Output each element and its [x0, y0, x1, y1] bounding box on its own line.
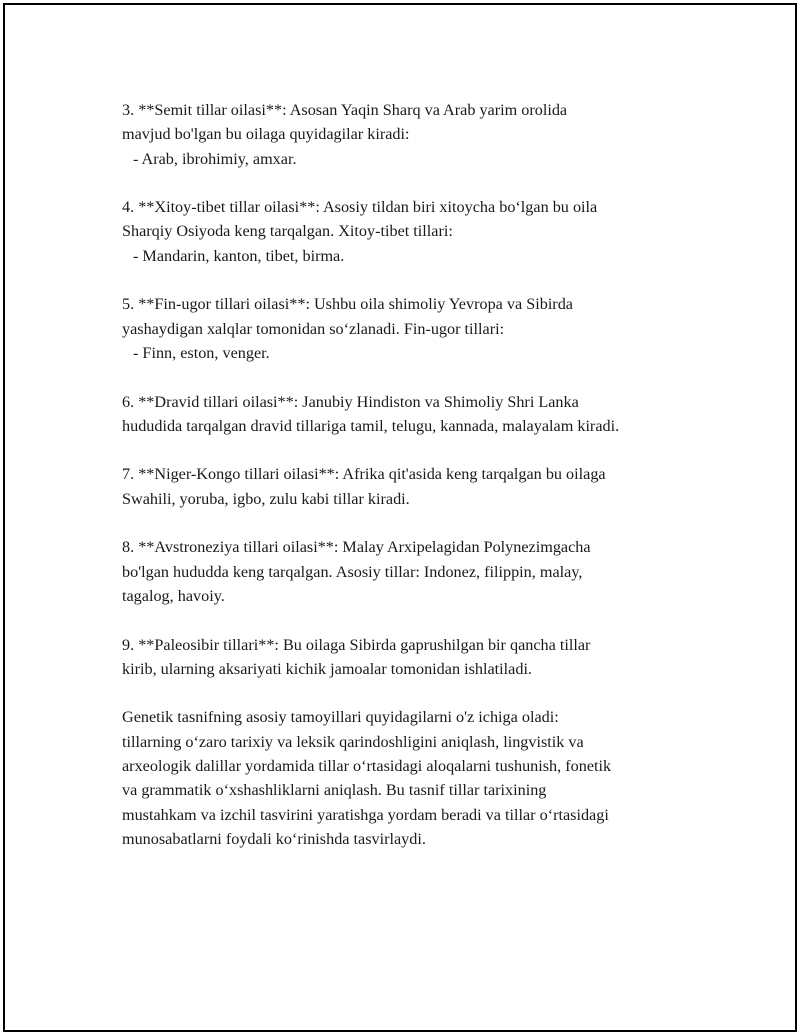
text-line: munosabatlarni foydali ko‘rinishda tasvirlaydi. — [122, 829, 426, 848]
text-line: 9. **Paleosibir tillari**: Bu oilaga Sibirda gaprushilgan bir qancha tillar — [122, 635, 591, 654]
text-line: 8. **Avstroneziya tillari oilasi**: Malay Arxipelagidan Polynezimgacha — [122, 538, 591, 557]
text-line: hududida tarqalgan dravid tillariga tamil, telugu, kannada, malayalam kiradi. — [122, 416, 620, 435]
paragraph-finno-ugric-family — [122, 292, 722, 365]
text-line: Sharqiy Osiyoda keng tarqalgan. Xitoy-tibet tillari: — [122, 222, 453, 241]
paragraph-dravidian-family — [122, 390, 722, 439]
text-line: kirib, ularning aksariyati kichik jamoalar tomonidan ishlatiladi. — [122, 659, 532, 678]
text-line: 7. **Niger-Kongo tillari oilasi**: Afrika qit'asida keng tarqalgan bu oilaga — [122, 465, 606, 484]
text-line: 4. **Xitoy-tibet tillar oilasi**: Asosiy tildan biri xitoycha bo‘lgan bu oila — [122, 198, 598, 217]
paragraph-sino-tibetan-family — [122, 195, 722, 268]
text-line: 3. **Semit tillar oilasi**: Asosan Yaqin Sharq va Arab yarim orolida — [122, 101, 568, 119]
text-line: arxeologik dalillar yordamida tillar o‘rtasidagi aloqalarni tushunish, fonetik — [122, 757, 612, 776]
text-line: mavjud bo'lgan bu oilaga quyidagilar kiradi: — [122, 125, 410, 144]
text-line: Swahili, yoruba, igbo, zulu kabi tillar kiradi. — [122, 489, 410, 508]
text-line: 6. **Dravid tillari oilasi**: Janubiy Hindiston va Shimoliy Shri Lanka — [122, 392, 579, 411]
list-item: - Arab, ibrohimiy, amxar. — [133, 149, 297, 168]
text-line: tillarning o‘zaro tarixiy va leksik qarindoshligini aniqlash, lingvistik va — [122, 732, 584, 751]
paragraph-niger-congo-family — [122, 462, 722, 511]
paragraph-genetic-classification-principles — [122, 705, 722, 851]
page-frame — [3, 3, 797, 1032]
text-line: va grammatik o‘xshashliklarni aniqlash. Bu tasnif tillar tarixining — [122, 781, 547, 800]
list-item: - Mandarin, kanton, tibet, birma. — [133, 246, 345, 265]
text-line: tagalog, havoiy. — [122, 586, 225, 605]
document-body — [122, 98, 722, 876]
text-line: Genetik tasnifning asosiy tamoyillari quyidagilarni o'z ichiga oladi: — [122, 708, 559, 727]
list-item: - Finn, eston, venger. — [133, 343, 270, 362]
paragraph-semitic-family — [122, 98, 722, 171]
text-line: mustahkam va izchil tasvirini yaratishga yordam beradi va tillar o‘rtasidagi — [122, 805, 609, 824]
paragraph-paleo-siberian — [122, 633, 722, 682]
text-line: bo'lgan hududda keng tarqalgan. Asosiy tillar: Indonez, filippin, malay, — [122, 562, 583, 581]
text-line: 5. **Fin-ugor tillari oilasi**: Ushbu oila shimoliy Yevropa va Sibirda — [122, 295, 573, 314]
text-line: yashaydigan xalqlar tomonidan so‘zlanadi. Fin-ugor tillari: — [122, 319, 505, 338]
paragraph-austronesian-family — [122, 535, 722, 608]
